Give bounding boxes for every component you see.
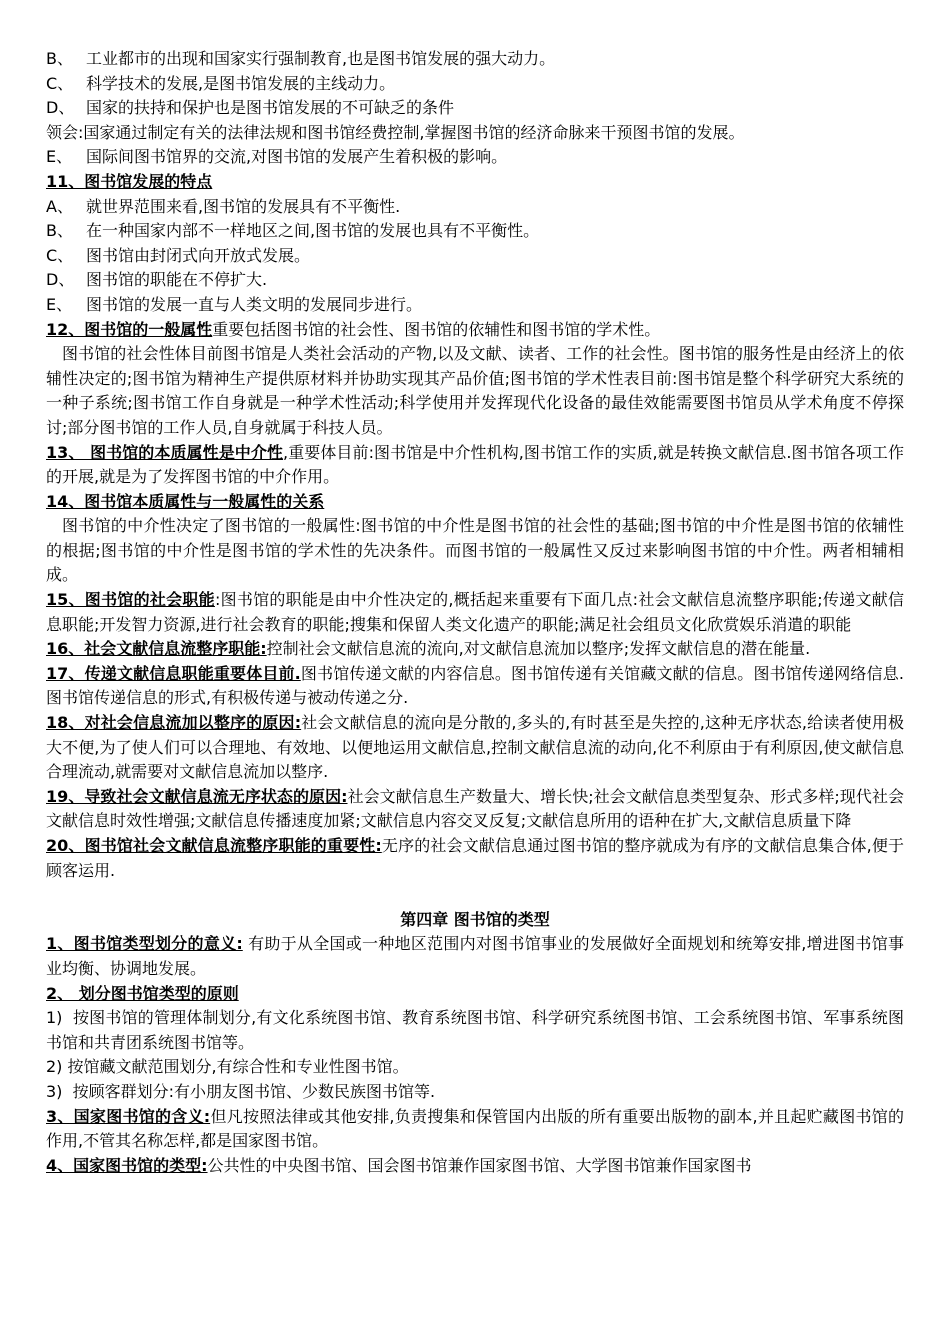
section-16: 16、社会文献信息流整序职能:控制社会文献信息流的流向,对文献信息流加以整序;发挥文献信息的潜在能量. (46, 639, 811, 659)
section-heading: 14、图书馆本质属性与一般属性的关系 (46, 491, 325, 511)
list-item: C、 科学技术的发展,是图书馆发展的主线动力。 (46, 73, 396, 93)
ch4-section-3: 3、国家图书馆的含义:但凡按照法律或其他安排,负责搜集和保管国内出版的所有重要出版物的副本,并且起贮藏图书馆的作用,不管其名称怎样,都是国家图书馆。 (46, 1106, 904, 1151)
section-heading: 15、图书馆的社会职能 (46, 590, 215, 610)
list-item: 3) 按顾客群划分:有小朋友图书馆、少数民族图书馆等. (46, 1081, 436, 1101)
section-heading: 18、对社会信息流加以整序的原因: (46, 713, 302, 733)
section-heading: 1、图书馆类型划分的意义: (46, 934, 243, 954)
section-17: 17、传递文献信息职能重要体目前.图书馆传递文献的内容信息。图书馆传递有关馆藏文献的信息。图书馆传递网络信息.图书馆传递信息的形式,有积极传递与被动传递之分. (46, 663, 904, 708)
section-heading: 20、图书馆社会文献信息流整序职能的重要性: (46, 836, 382, 855)
section-19: 19、导致社会文献信息流无序状态的原因:社会文献信息生产数量大、增长快;社会文献信息类型复杂、形式多样;现代社会文献信息时效性增强;文献信息传播速度加紧;文献信息内容交叉反复;文献信息所用的语种在扩大,文献信息质量下降 (46, 786, 904, 831)
section-12: 12、图书馆的一般属性重要包括图书馆的社会性、图书馆的依辅性和图书馆的学术性。 (46, 319, 661, 339)
section-20: 20、图书馆社会文献信息流整序职能的重要性:无序的社会文献信息通过图书馆的整序就成为有序的文献信息集合体,便于顾客运用. (46, 836, 904, 880)
section-18: 18、对社会信息流加以整序的原因:社会文献信息的流向是分散的,多头的,有时甚至是失控的,这种无序状态,给读者使用极大不便,为了使人们可以合理地、有效地、以便地运用文献信息,控制文献信息流的动向,化不利原由于有利原因,使文献信息合理流动,就需要对文献信息流加以整序. (46, 713, 904, 782)
section-11 (46, 170, 904, 195)
list-item: B、 在一种国家内部不一样地区之间,图书馆的发展也具有不平衡性。 (46, 221, 540, 241)
list-item: C、 图书馆由封闭式向开放式发展。 (46, 245, 311, 265)
list-item: D、 国家的扶持和保护也是图书馆发展的不可缺乏的条件 (46, 98, 455, 118)
ch4-section-1: 1、图书馆类型划分的意义: 有助于从全国或一种地区范围内对图书馆事业的发展做好全面规划和统筹安排,增进图书馆事业均衡、协调地发展。 (46, 934, 904, 978)
section-13: 13、 图书馆的本质属性是中介性,重要体目前:图书馆是中介性机构,图书馆工作的实质,就是转换文献信息.图书馆各项工作的开展,就是为了发挥图书馆的中介作用。 (46, 442, 904, 487)
section-15: 15、图书馆的社会职能:图书馆的职能是由中介性决定的,概括起来重要有下面几点:社会文献信息流整序职能;传递文献信息职能;开发智力资源,进行社会教育的职能;搜集和保留人类文化遗产的职能;满足社会组员文化欣赏娱乐消遣的职能 (46, 590, 904, 634)
section-heading: 2、 划分图书馆类型的原则 (46, 983, 239, 1003)
list-item: A、 就世界范围来看,图书馆的发展具有不平衡性. (46, 196, 401, 216)
ch4-section-2 (46, 982, 904, 1007)
section-heading: 13、 图书馆的本质属性是中介性 (46, 442, 284, 462)
section-heading: 12、图书馆的一般属性 (46, 319, 213, 339)
section-heading: 16、社会文献信息流整序职能: (46, 639, 267, 659)
ch4-section-4: 4、国家图书馆的类型:公共性的中央图书馆、国会图书馆兼作国家图书馆、大学图书馆兼作国家图书 (46, 1155, 752, 1175)
list-item: D、 图书馆的职能在不停扩大. (46, 270, 268, 290)
note-line: 领会:国家通过制定有关的法律法规和图书馆经费控制,掌握图书馆的经济命脉来干预图书馆的发展。 (46, 122, 745, 142)
section-heading: 4、国家图书馆的类型: (46, 1155, 208, 1175)
section-heading: 3、国家图书馆的含义: (46, 1106, 211, 1126)
list-item: B、 工业都市的出现和国家实行强制教育,也是图书馆发展的强大动力。 (46, 49, 556, 68)
paragraph: 图书馆的社会性体目前图书馆是人类社会活动的产物,以及文献、读者、工作的社会性。图书馆的服务性是由经济上的依辅性决定的;图书馆为精神生产提供原材料并协助实现其产品价值;图书馆的学术性表目前:图书馆是整个科学研究大系统的一种子系统;图书馆工作自身就是一种学术性活动;科学使用并发挥现代化设备的最佳效能需要图书馆员从学术角度不停探讨;部分图书馆的工作人员,自身就属于科技人员。 (46, 344, 904, 437)
list-item: 2) 按馆藏文献范围划分,有综合性和专业性图书馆。 (46, 1057, 409, 1077)
section-14 (46, 490, 904, 515)
section-heading: 19、导致社会文献信息流无序状态的原因: (46, 786, 348, 806)
section-heading: 17、传递文献信息职能重要体目前. (46, 663, 301, 683)
list-item: 1) 按图书馆的管理体制划分,有文化系统图书馆、教育系统图书馆、科学研究系统图书馆、工会系统图书馆、军事系统图书馆和共青团系统图书馆等。 (46, 1008, 904, 1052)
list-item: E、 国际间图书馆界的交流,对图书馆的发展产生着积极的影响。 (46, 147, 508, 167)
chapter-title: 第四章 图书馆的类型 (400, 909, 550, 929)
list-item: E、 图书馆的发展一直与人类文明的发展同步进行。 (46, 294, 423, 314)
section-heading: 11、图书馆发展的特点 (46, 171, 213, 191)
paragraph: 图书馆的中介性决定了图书馆的一般属性:图书馆的中介性是图书馆的社会性的基础;图书馆的中介性是图书馆的依辅性的根据;图书馆的中介性是图书馆的学术性的先决条件。而图书馆的一般属性又反过来影响图书馆的中介性。两者相辅相成。 (46, 516, 904, 585)
